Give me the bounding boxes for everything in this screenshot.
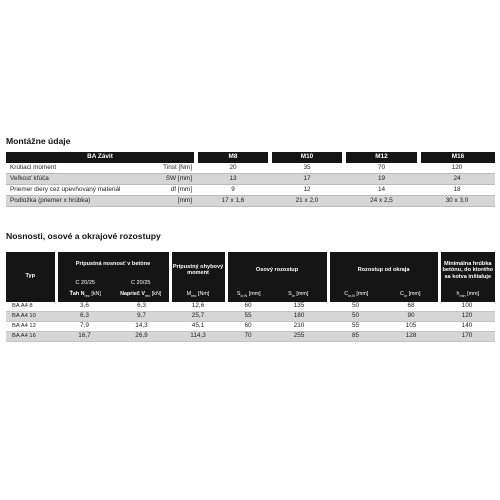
value-cell: 9 xyxy=(196,185,270,196)
value-cell: 35 xyxy=(270,163,344,174)
header-nosnost: Prípustná nosnosť v betóne xyxy=(56,252,170,278)
cell-c-cr: 68 xyxy=(383,302,439,312)
table-row xyxy=(6,312,495,322)
row-label: Veľkosť kľúča xyxy=(6,174,142,185)
cell-strih: 26,9 xyxy=(113,332,170,342)
table-header-row xyxy=(6,289,495,302)
cell-h-min: 140 xyxy=(439,322,495,332)
cell-h-min: 100 xyxy=(439,302,495,312)
cell-c-crn: 50 xyxy=(328,302,383,312)
value-cell: 24 x 2,5 xyxy=(344,196,419,207)
header-m10: M10 xyxy=(270,152,344,163)
row-unit: SW [mm] xyxy=(142,174,196,185)
cell-s-cr: 135 xyxy=(270,302,328,312)
cell-s-cr: 180 xyxy=(270,312,328,322)
header-beton-tah: C 20/25 xyxy=(56,278,113,289)
cell-strih: 6,3 xyxy=(113,302,170,312)
header-osovy: Osový rozostup xyxy=(226,252,328,289)
table-header-row xyxy=(6,152,495,163)
cell-c-crn: 85 xyxy=(328,332,383,342)
table-header-row xyxy=(6,252,495,278)
cell-h-min: 120 xyxy=(439,312,495,322)
header-ohyb: Prípustný ohybový moment xyxy=(170,252,226,289)
header-s-cr: $S_{cr}$ [mm] xyxy=(270,289,328,302)
section-title-montazne-udaje: Montážne údaje xyxy=(6,136,71,146)
header-m16: M16 xyxy=(419,152,495,163)
cell-moment: 114,3 xyxy=(170,332,226,342)
value-cell: 21 x 2,0 xyxy=(270,196,344,207)
header-ba-zavit: BA Závit xyxy=(6,152,196,163)
cell-s-crn: 60 xyxy=(226,302,270,312)
value-cell: 17 xyxy=(270,174,344,185)
row-unit: [mm] xyxy=(142,196,196,207)
row-unit: Tinst [Nm] xyxy=(142,163,196,174)
value-cell: 18 xyxy=(419,185,495,196)
value-cell: 20 xyxy=(196,163,270,174)
cell-c-cr: 128 xyxy=(383,332,439,342)
value-cell: 17 x 1,6 xyxy=(196,196,270,207)
header-hrubka: Minimálna hrúbka betónu, do ktorého sa kotva inštaluje xyxy=(439,252,495,289)
header-strih: Naprieč $V_{rec}$ [kN] xyxy=(113,289,170,302)
cell-tah: 16,7 xyxy=(56,332,113,342)
cell-c-crn: 55 xyxy=(328,322,383,332)
value-cell: 13 xyxy=(196,174,270,185)
cell-typ: BA A4 10 xyxy=(6,312,56,322)
cell-s-cr: 255 xyxy=(270,332,328,342)
row-label: Krútiaci moment xyxy=(6,163,142,174)
cell-c-cr: 90 xyxy=(383,312,439,322)
table-row xyxy=(6,185,495,196)
value-cell: 14 xyxy=(344,185,419,196)
table-row xyxy=(6,174,495,185)
cell-typ: BA A4 16 xyxy=(6,332,56,342)
header-h-min: $h_{min}$ [mm] xyxy=(439,289,495,302)
cell-c-crn: 50 xyxy=(328,312,383,322)
cell-s-crn: 55 xyxy=(226,312,270,322)
header-moment: $M_{rec}$ [Nm] xyxy=(170,289,226,302)
cell-moment: 45,1 xyxy=(170,322,226,332)
table-row xyxy=(6,196,495,207)
value-cell: 19 xyxy=(344,174,419,185)
header-m12: M12 xyxy=(344,152,419,163)
value-cell: 24 xyxy=(419,174,495,185)
table-row xyxy=(6,332,495,342)
cell-tah: 3,6 xyxy=(56,302,113,312)
value-cell: 70 xyxy=(344,163,419,174)
cell-tah: 6,3 xyxy=(56,312,113,322)
header-c-cr: $C_{cr}$ [mm] xyxy=(383,289,439,302)
value-cell: 30 x 3,0 xyxy=(419,196,495,207)
row-label: Priemer diery cez upevňovaný materiál xyxy=(6,185,142,196)
cell-moment: 25,7 xyxy=(170,312,226,322)
header-c-crn: $C_{cr,N}$ [mm] xyxy=(328,289,383,302)
header-tah: Ťah $N_{rec}$ [kN] xyxy=(56,289,113,302)
header-s-crn: $S_{cr,N}$ [mm] xyxy=(226,289,270,302)
cell-strih: 14,3 xyxy=(113,322,170,332)
cell-moment: 12,6 xyxy=(170,302,226,312)
table-row xyxy=(6,302,495,312)
row-label: Podložka (priemer x hrúbka) xyxy=(6,196,142,207)
cell-s-crn: 60 xyxy=(226,322,270,332)
row-unit: df [mm] xyxy=(142,185,196,196)
cell-typ: BA A4 12 xyxy=(6,322,56,332)
header-m8: M8 xyxy=(196,152,270,163)
cell-typ: BA A4 8 xyxy=(6,302,56,312)
montazne-udaje-table xyxy=(6,152,495,207)
table-row xyxy=(6,163,495,174)
header-typ: Typ xyxy=(6,252,56,302)
cell-tah: 7,9 xyxy=(56,322,113,332)
nosnosti-table xyxy=(6,252,495,342)
header-beton-strih: C 20/25 xyxy=(113,278,170,289)
cell-strih: 9,7 xyxy=(113,312,170,322)
cell-s-cr: 210 xyxy=(270,322,328,332)
value-cell: 120 xyxy=(419,163,495,174)
table-row xyxy=(6,322,495,332)
cell-c-cr: 105 xyxy=(383,322,439,332)
section-title-nosnosti: Nosnosti, osové a okrajové rozostupy xyxy=(6,231,161,241)
cell-s-crn: 70 xyxy=(226,332,270,342)
value-cell: 12 xyxy=(270,185,344,196)
header-okraj: Rozostup od okraja xyxy=(328,252,439,289)
cell-h-min: 170 xyxy=(439,332,495,342)
